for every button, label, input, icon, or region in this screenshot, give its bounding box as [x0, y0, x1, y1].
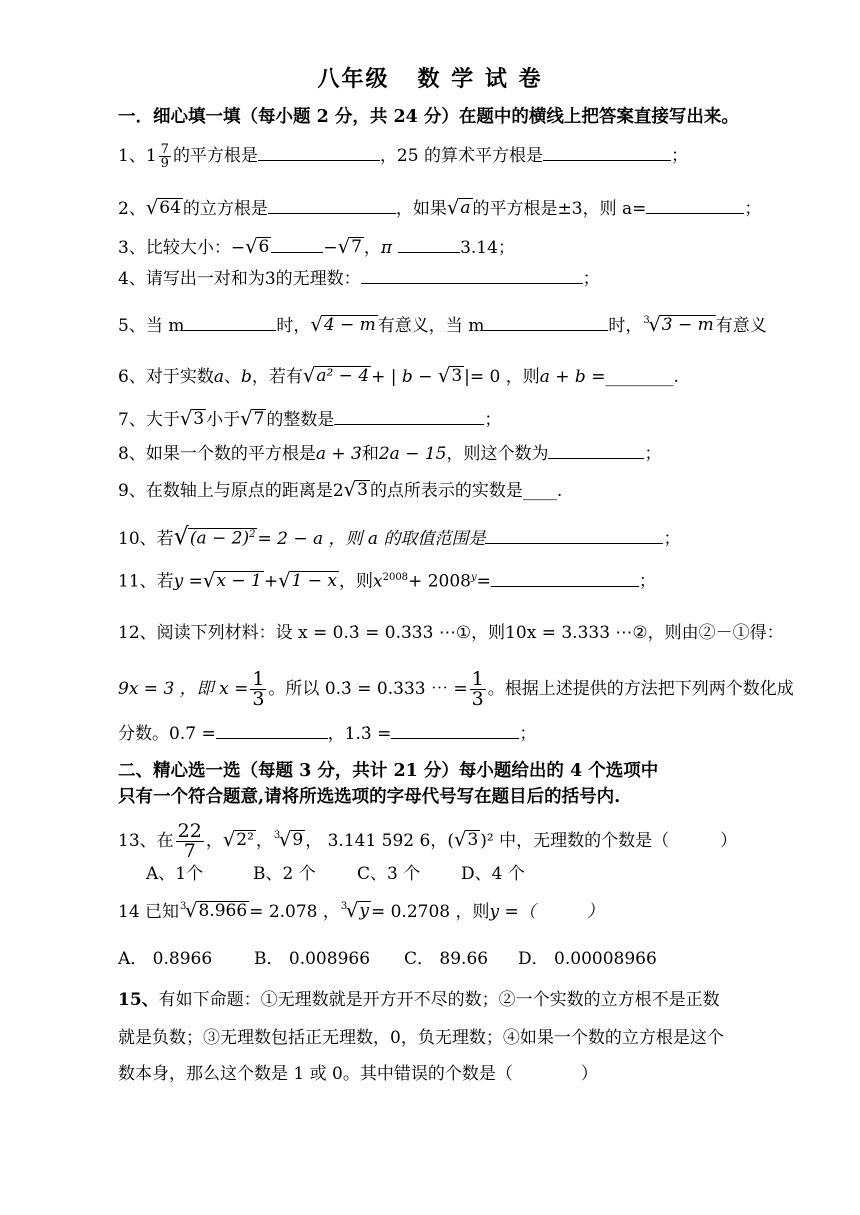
answer-blank-7[interactable] [334, 408, 484, 425]
question-13-options [146, 863, 525, 885]
option-c[interactable]: C． 89.66 [404, 949, 489, 969]
section2-heading-line-2: 只有一个符合题意,请将所选选项的字母代号写在题目后的括号内. [118, 787, 621, 807]
question-7: 7、大于 √ 3 小于 √ 7 的整数是 ； [118, 407, 502, 430]
answer-blank-1a[interactable] [258, 144, 380, 161]
question-4: 4、请写出一对和为3的无理数： ； [118, 269, 600, 289]
question-9: 9、在数轴上与原点的距离是2 √ 3 的点所表示的实数是____. [118, 478, 563, 502]
question-14-options [118, 948, 657, 970]
option-a[interactable]: A、1个 [146, 864, 204, 884]
section1-heading: 一．细心填一填（每小题 2 分，共 24 分）在题中的横线上把答案直接写出来。 [118, 107, 739, 127]
option-d[interactable]: D． 0.00008966 [518, 949, 657, 969]
question-12-line-1: 12、阅读下列材料：设 x = 0.3̇ = 0.333 ⋯①，则10x = 3.333 ⋯②，则由②－①得： [118, 623, 784, 643]
answer-blank-12b[interactable] [391, 722, 519, 739]
answer-blank-11[interactable] [491, 570, 639, 587]
question-12-line-2: 9x = 3 ，即 x = $\frac{1}{3}$ 。所以 0.3̇ = 0.333 ⋯ = $\frac{1}{3}$ 。根据上述提供的方法把下列两个数化成 [118, 668, 794, 710]
page-title: 八年级 数 学 试 卷 [317, 66, 543, 92]
section2-heading-line-1: 二、精心选一选（每题 3 分，共计 21 分）每小题给出的 4 个选项中 [118, 761, 659, 781]
answer-blank-12a[interactable] [216, 722, 328, 739]
question-8: 8、如果一个数的平方根是a + 3和2a − 15，则这个数为 ； [118, 444, 662, 464]
question-13: 13、在 $\frac{22}{7}$ ， √ 2² ， 3 √ 9 ， 3.141 592 6，( √ 3 )² 中，无理数的个数是（ ） [118, 820, 738, 862]
answer-blank-10[interactable] [485, 527, 663, 544]
option-b[interactable]: B． 0.008966 [254, 949, 371, 969]
option-c[interactable]: C、3 个 [357, 864, 421, 884]
question-1: 1、1 $\frac{7}{9}$ 的平方根是 ，25 的算术平方根是 ； [118, 142, 688, 171]
question-3: 3、比较大小：− √ 6 − √ 7 ，π 3.14； [118, 235, 515, 258]
option-b[interactable]: B、2 个 [253, 864, 316, 884]
answer-blank-2a[interactable] [268, 197, 396, 214]
question-6: 6、对于实数a、b，若有 √ a² − 4 + | b − √ 3 |= 0 ，则a + b =________. [118, 364, 679, 388]
answer-blank-8[interactable] [548, 442, 644, 459]
answer-blank-5a[interactable] [184, 314, 276, 331]
question-5: 5、当 m 时， √ 4 − m 有意义，当 m 时， 3 √ 3 − m 有意义 [118, 313, 767, 336]
option-a[interactable]: A． 0.8966 [118, 949, 213, 969]
answer-blank-3b[interactable] [398, 236, 460, 253]
question-11: 11、若y = √ x − 1 + √ 1 − x ，则$x^{2008}+ 2008^y=$ ； [118, 568, 656, 592]
question-12-line-3: 分数。0.7̇ = ，1.3̇ = ； [118, 724, 537, 744]
question-10: 10、若 √ $(a - 2)^2$ = 2 − a ，则 a 的取值范围是 ； [118, 522, 681, 550]
question-15-line-1: 15、有如下命题：①无理数就是开方开不尽的数；②一个实数的立方根不是正数 [118, 990, 720, 1010]
question-15-line-2: 就是负数；③无理数包括正无理数，0，负无理数；④如果一个数的立方根是这个 [118, 1028, 724, 1048]
answer-blank-4[interactable] [361, 267, 583, 284]
option-d[interactable]: D、4 个 [461, 864, 525, 884]
answer-blank-2b[interactable] [646, 197, 744, 214]
answer-blank-5b[interactable] [484, 314, 608, 331]
question-2: 2、 √ 64 的立方根是 ，如果 √ a 的平方根是±3，则 a= ； [118, 196, 762, 219]
answer-blank-3a[interactable] [271, 236, 323, 253]
answer-blank-1b[interactable] [543, 144, 671, 161]
question-15-line-3: 数本身，那么这个数是 1 或 0。其中错误的个数是（ ） [118, 1064, 598, 1084]
question-14: 14 已知 3 √ 8.966 = 2.078 ， 3 √ y = 0.2708 ，则y =（ ） [118, 899, 604, 923]
